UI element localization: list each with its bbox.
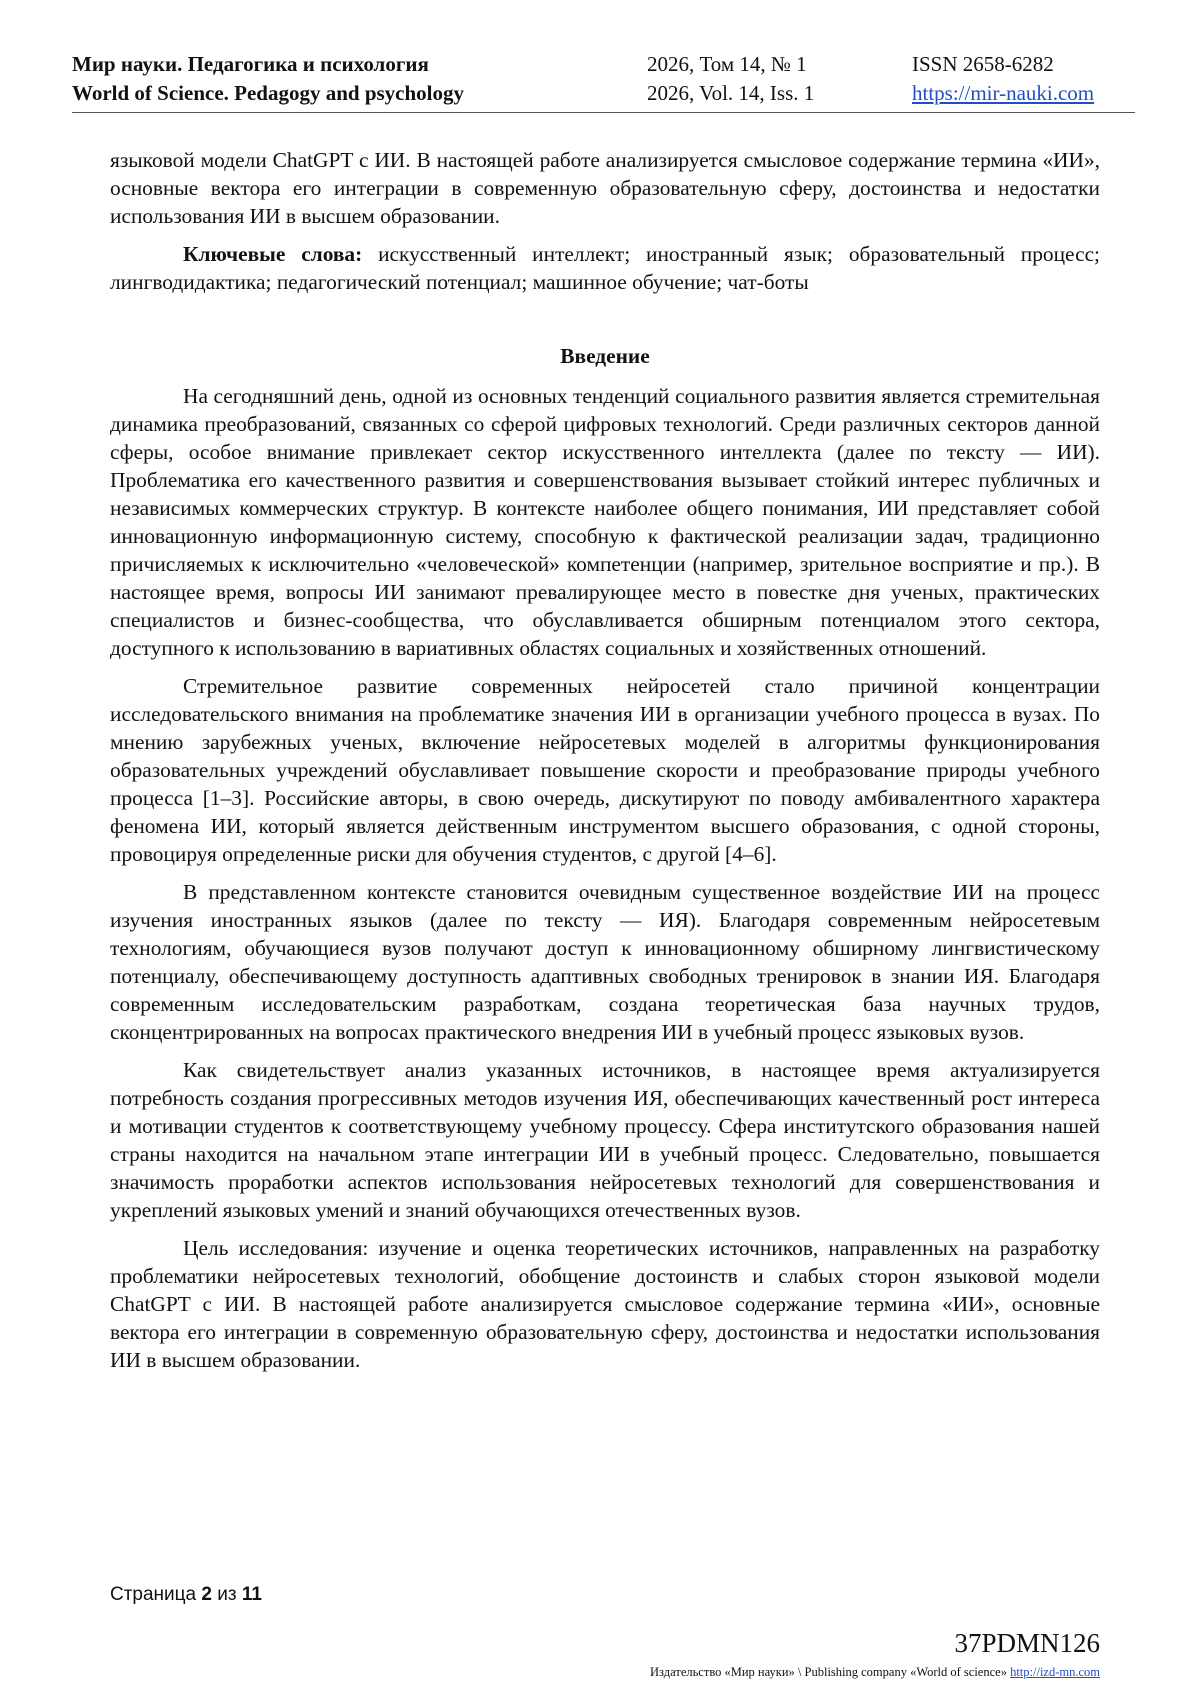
intro-paragraph-5: Цель исследования: изучение и оценка теоретических источников, направленных на разработку проблематики нейросетевых технологий, обобщение достоинств и слабых сторон языковой модели ChatGPT с ИИ. В настоящей работе анализируется смысловое содержание термина «ИИ», основные вектора его интеграции в современную образовательную сферу, достоинства и недостатки использования ИИ в высшем образовании.	[110, 1236, 1100, 1372]
journal-title-en: World of Science. Pedagogy and psychology	[72, 81, 465, 105]
publisher-text: Издательство «Мир науки» \ Publishing company «World of science»	[650, 1665, 1007, 1679]
intro-paragraph-4: Как свидетельствует анализ указанных источников, в настоящее время актуализируется потребность создания прогрессивных методов изучения ИЯ, обеспечивающих качественный рост интереса и мотивации студентов к соответствующему учебному процессу. Сфера институтского образования нашей страны находится на начальном этапе интеграции ИИ в учебный процесс. Следовательно, повышается значимость проработки аспектов использования нейросетевых технологий для совершенствования и укреплений языковых умений и знаний обучающихся отечественных вузов.	[110, 1058, 1100, 1222]
intro-paragraph-2: Стремительное развитие современных нейросетей стало причиной концентрации исследовательского внимания на проблематике значения ИИ в организации учебного процесса в вузах. По мнению зарубежных ученых, включение нейросетевых моделей в алгоритмы функционирования образовательных учреждений обуславливает повышение скорости и преобразование природы учебного процесса [1–3]. Российские авторы, в свою очередь, дискутируют по поводу амбивалентного характера феномена ИИ, который является действенным инструментом высшего образования, с одной стороны, провоцируя определенные риски для обучения студентов, с другой [4–6].	[110, 674, 1100, 866]
issue-ru: 2026, Том 14, № 1	[647, 52, 807, 76]
journal-header	[72, 50, 1135, 113]
issn-block	[912, 50, 1094, 108]
page-word: Страница	[110, 1584, 197, 1605]
issue-block	[647, 50, 814, 108]
section-heading-introduction: Введение	[560, 344, 650, 368]
page-of: из	[217, 1584, 237, 1605]
keywords-label: Ключевые слова:	[183, 242, 363, 266]
intro-paragraph-3: В представленном контексте становится очевидным существенное воздействие ИИ на процесс изучения иностранных языков (далее по тексту — ИЯ). Благодаря современным нейросетевым технологиям, обучающиеся вузов получают доступ к инновационному обширному лингвистическому потенциалу, обеспечивающему доступность адаптивных свободных тренировок в знании ИЯ. Благодаря современным исследовательским разработкам, создана теоретическая база научных трудов, сконцентрированных на вопросах практического внедрения ИИ в учебный процесс языковых вузов.	[110, 880, 1100, 1044]
journal-title-ru: Мир науки. Педагогика и психология	[72, 52, 429, 76]
journal-url-link[interactable]: https://mir-nauki.com	[912, 81, 1095, 105]
article-code: 37PDMN126	[954, 1628, 1100, 1658]
keywords-text: искусственный интеллект; иностранный язык; образовательный процесс; лингводидактика; педагогический потенциал; машинное обучение; чат-боты	[110, 242, 1100, 294]
page-current: 2	[201, 1584, 212, 1605]
article-body	[110, 146, 1100, 1384]
issn: ISSN 2658-6282	[912, 52, 1054, 76]
journal-title-block	[72, 50, 464, 108]
abstract-continuation: языковой модели ChatGPT с ИИ. В настоящей работе анализируется смысловое содержание термина «ИИ», основные вектора его интеграции в современную образовательную сферу, достоинства и недостатки использования ИИ в высшем образовании.	[110, 148, 1100, 228]
page-total: 11	[241, 1584, 262, 1605]
keywords	[110, 240, 1100, 296]
publisher-url-link[interactable]: http://izd-mn.com	[1010, 1665, 1100, 1679]
page-number	[110, 1584, 262, 1606]
issue-en: 2026, Vol. 14, Iss. 1	[647, 81, 815, 105]
intro-paragraph-1: На сегодняшний день, одной из основных тенденций социального развития является стремительная динамика преобразований, связанных со сферой цифровых технологий. Среди различных секторов данной сферы, особое внимание привлекает сектор искусственного интеллекта (далее по тексту — ИИ). Проблематика его качественного развития и совершенствования вызывает стойкий интерес публичных и независимых коммерческих структур. В контексте наиболее общего понимания, ИИ представляет собой инновационную информационную систему, способную к фактической реализации задач, традиционно причисляемых к исключительно «человеческой» компетенции (например, зрительное восприятие и пр.). В настоящее время, вопросы ИИ занимают превалирующее место в повестке дня ученых, практических специалистов и бизнес-сообщества, что обуславливается обширным потенциалом этого сектора, доступного к использованию в вариативных областях социальных и хозяйственных отношений.	[110, 384, 1100, 660]
publisher-line	[650, 1665, 1100, 1680]
